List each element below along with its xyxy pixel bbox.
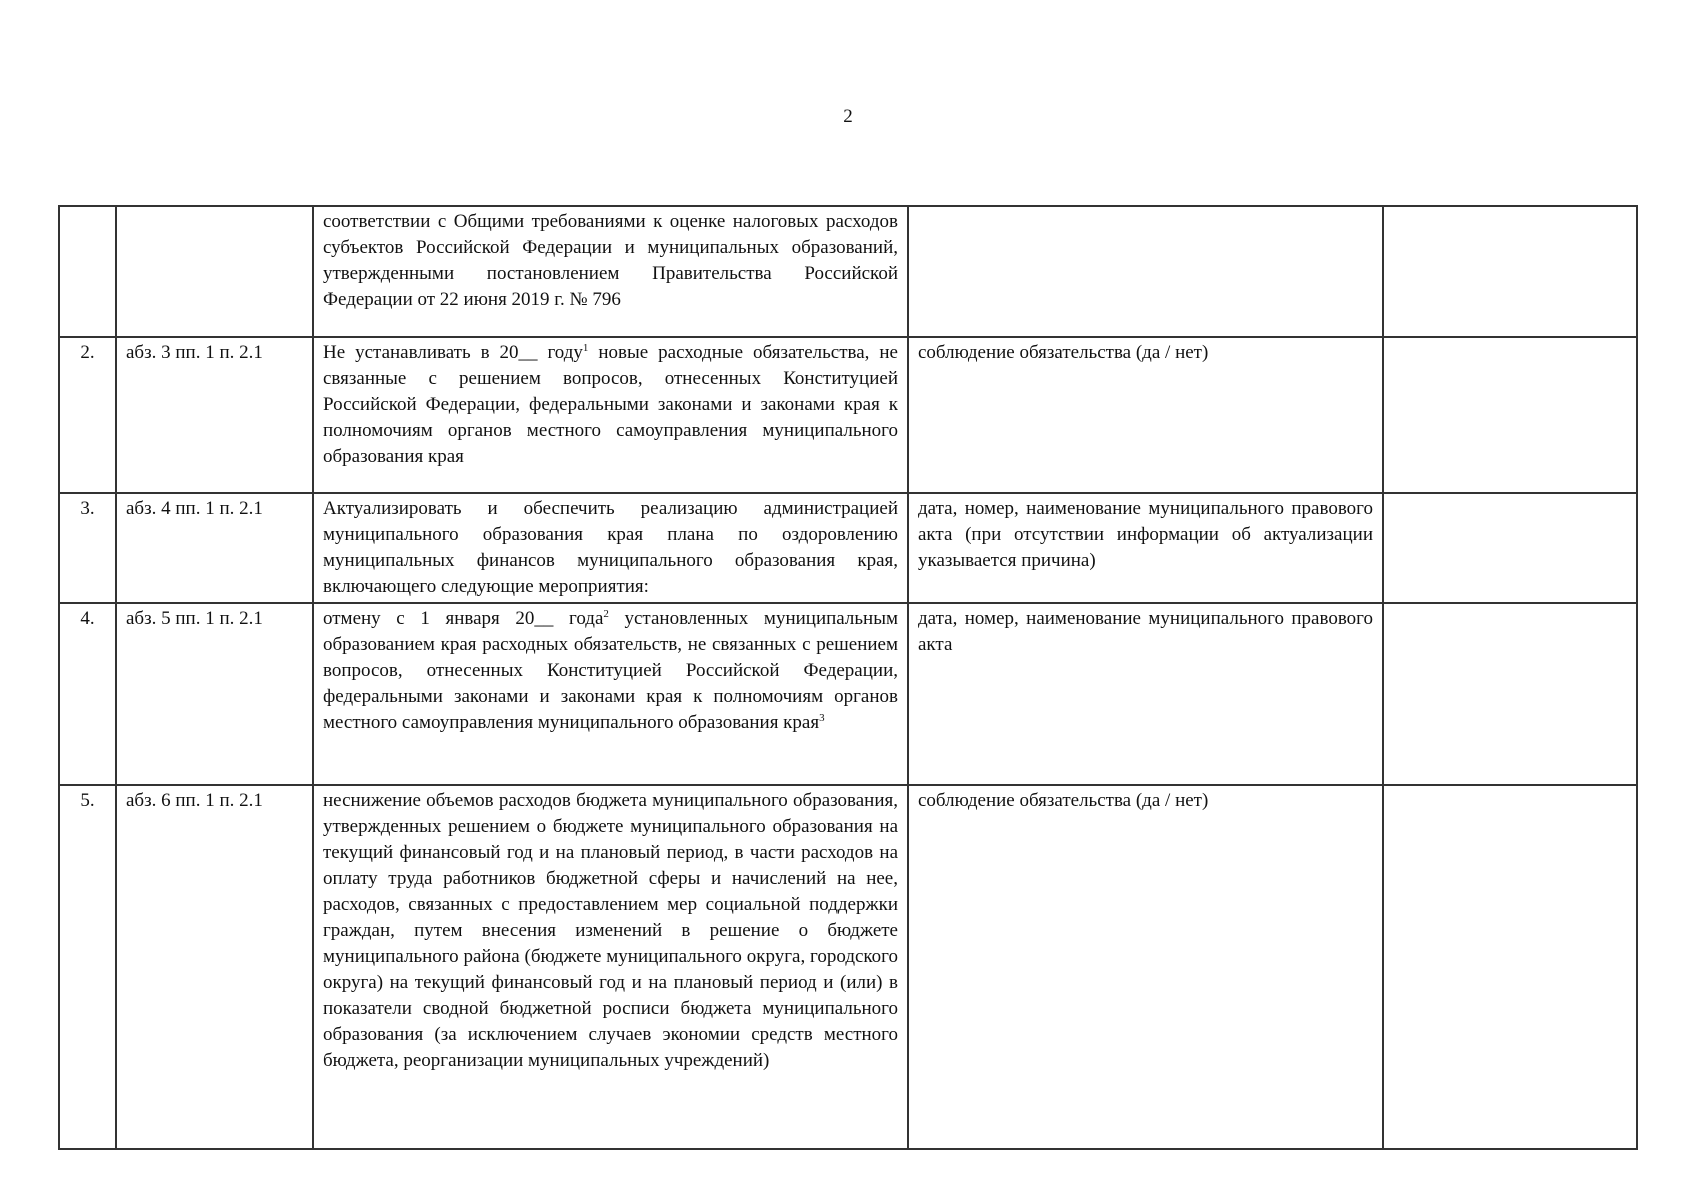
row-number-cell [59, 206, 116, 337]
reference-cell: абз. 4 пп. 1 п. 2.1 [116, 493, 313, 603]
row-number-cell: 3. [59, 493, 116, 603]
table-row [59, 785, 1637, 1149]
table-row [59, 206, 1637, 337]
row-number-cell: 2. [59, 337, 116, 493]
extra-cell [1383, 337, 1637, 493]
extra-cell [1383, 493, 1637, 603]
reporting-form-cell: соблюдение обязательства (да / нет) [908, 785, 1383, 1149]
footnote-marker: 2 [603, 608, 609, 620]
obligation-text-start: отмену с 1 января 20__ года [323, 608, 604, 629]
reference-cell: абз. 6 пп. 1 п. 2.1 [116, 785, 313, 1149]
obligation-text-start: Не устанавливать в 20__ году [323, 342, 583, 363]
reference-cell: абз. 3 пп. 1 п. 2.1 [116, 337, 313, 493]
obligation-text-rest: установленных муниципальным образованием края расходных обязательств, не связанных с решением вопросов, отнесенных Конституцией Российской Федерации, федеральными законами и законами края к полномочиям органов местного самоуправления муниципального образования края [323, 608, 898, 733]
obligation-text-cell: неснижение объемов расходов бюджета муниципального образования, утвержденных решением о бюджете муниципального образования на текущий финансовый год и на плановый период, в части расходов на оплату труда работников бюджетной сферы и начислений на нее, расходов, связанных с предоставлением мер социальной поддержки граждан, путем внесения изменений в решение о бюджете муниципального района (бюджете муниципального округа, городского округа) на текущий финансовый год и на плановый период и (или) в показатели сводной бюджетной росписи бюджета муниципального образования (за исключением случаев экономии средств местного бюджета, реорганизации муниципальных учреждений) [313, 785, 908, 1149]
reporting-form-cell: дата, номер, наименование муниципального правового акта (при отсутствии информации об актуализации указывается причина) [908, 493, 1383, 603]
extra-cell [1383, 785, 1637, 1149]
reference-cell: абз. 5 пп. 1 п. 2.1 [116, 603, 313, 785]
obligation-text-cell [313, 337, 908, 493]
extra-cell [1383, 206, 1637, 337]
obligation-text-rest: новые расходные обязательства, не связанные с решением вопросов, отнесенных Конституцией Российской Федерации, федеральными законами и законами края к полномочиям органов местного самоуправления муниципального образования края [323, 342, 898, 467]
row-number-cell: 4. [59, 603, 116, 785]
obligation-text-cell [313, 603, 908, 785]
extra-cell [1383, 603, 1637, 785]
reference-cell [116, 206, 313, 337]
reporting-form-cell: дата, номер, наименование муниципального правового акта [908, 603, 1383, 785]
obligation-text-cell: соответствии с Общими требованиями к оценке налоговых расходов субъектов Российской Федерации и муниципальных образований, утвержденными постановлением Правительства Российской Федерации от 22 июня 2019 г. № 796 [313, 206, 908, 337]
footnote-marker: 1 [582, 342, 589, 354]
page-number: 2 [843, 106, 853, 127]
reporting-form-cell [908, 206, 1383, 337]
obligations-table [58, 205, 1638, 1150]
table-row [59, 603, 1637, 785]
reporting-form-cell: соблюдение обязательства (да / нет) [908, 337, 1383, 493]
obligation-text-cell: Актуализировать и обеспечить реализацию администрацией муниципального образования края плана по оздоровлению муниципальных финансов муниципального образования края, включающего следующие мероприятия: [313, 493, 908, 603]
footnote-marker: 3 [819, 712, 825, 724]
row-number-cell: 5. [59, 785, 116, 1149]
table-row [59, 493, 1637, 603]
table-row [59, 337, 1637, 493]
